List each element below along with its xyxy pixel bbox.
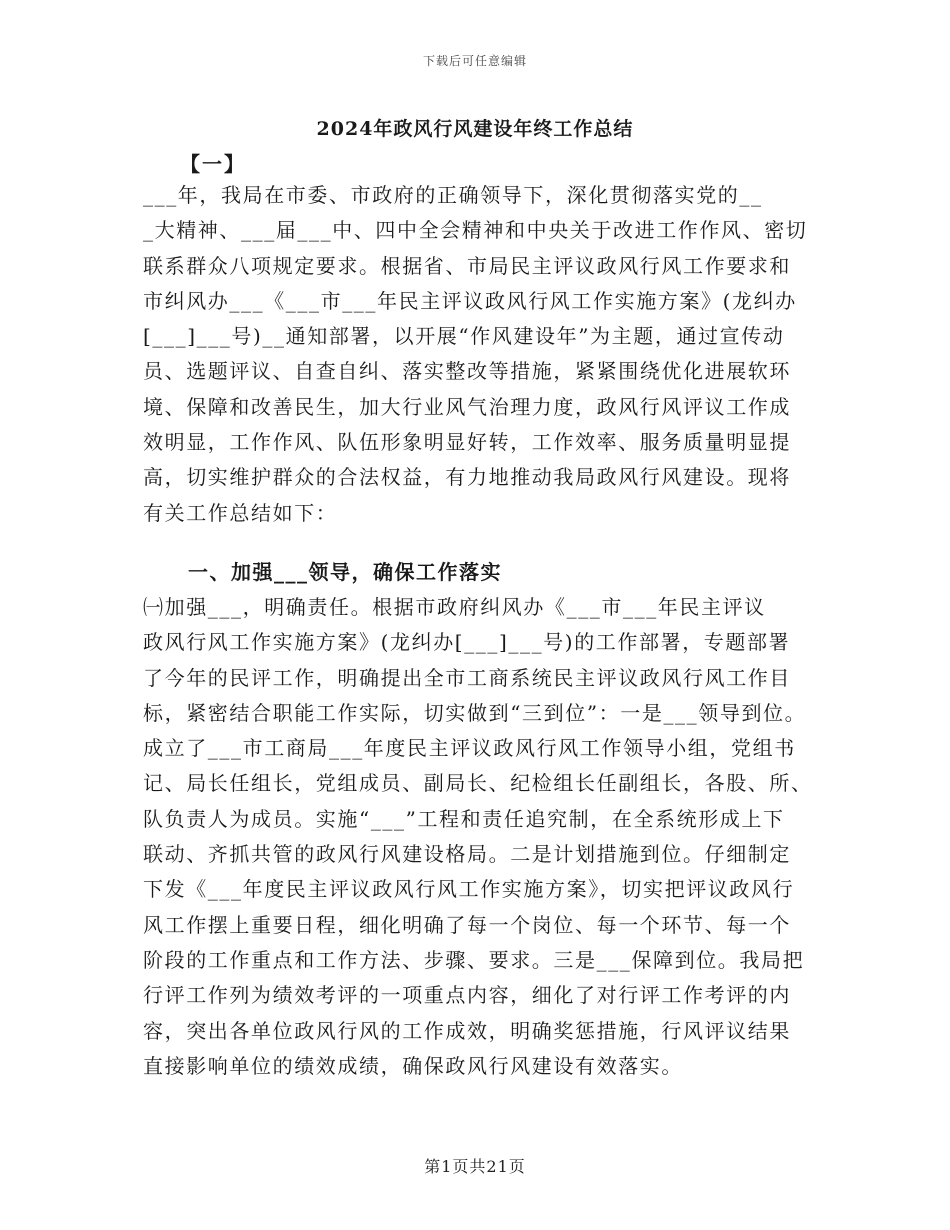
paragraph-line: 行评工作列为绩效考评的一项重点内容，细化了对行评工作考评的内	[143, 983, 791, 1008]
paragraph-line: 记、局长任组长，党组成员、副局长、纪检组长任副组长，各股、所、	[143, 771, 813, 796]
paragraph-line: 风工作摆上重要日程，细化明确了每一个岗位、每一个环节、每一个	[143, 912, 791, 937]
page-header-note: 下载后可任意编辑	[422, 54, 527, 68]
paragraph-line: 市纠风办___《___市___年民主评议政风行风工作实施方案》(龙纠办	[143, 288, 797, 313]
intro-paragraph	[143, 178, 823, 531]
section-marker: 【一】	[180, 152, 246, 176]
paragraph-line: 境、保障和改善民生，加大行业风气治理力度，政风行风评议工作成	[143, 394, 791, 419]
paragraph-line: 效明显，工作作风、队伍形象明显好转，工作效率、服务质量明显提	[143, 430, 791, 455]
paragraph-line: ___年，我局在市委、市政府的正确领导下，深化贯彻落实党的__	[143, 183, 763, 207]
section-1-paragraph	[143, 590, 823, 1084]
section-heading: 一、加强___领导，确保工作落实	[188, 560, 502, 584]
paragraph-line: 有关工作总结如下：	[143, 500, 338, 525]
paragraph-line: 政风行风工作实施方案》(龙纠办[___]___号)的工作部署，专题部署	[143, 630, 791, 655]
paragraph-line: 直接影响单位的绩效成绩，确保政风行风建设有效落实。	[143, 1053, 683, 1078]
paragraph-line: 标，紧密结合职能工作实际，切实做到“三到位”：一是___领导到位。	[143, 700, 807, 725]
paragraph-line: 联系群众八项规定要求。根据省、市局民主评议政风行风工作要求和	[143, 253, 791, 278]
paragraph-line: 高，切实维护群众的合法权益，有力地推动我局政风行风建设。现将	[143, 465, 791, 490]
paragraph-line: 下发《___年度民主评议政风行风工作实施方案》，切实把评议政风行	[143, 877, 795, 902]
paragraph-line: 阶段的工作重点和工作方法、步骤、要求。三是___保障到位。我局把	[143, 947, 805, 972]
paragraph-line: 了今年的民评工作，明确提出全市工商系统民主评议政风行风工作目	[143, 665, 791, 690]
paragraph-line: 队负责人为成员。实施“___”工程和责任追究制，在全系统形成上下	[143, 806, 785, 831]
paragraph-line: ㈠加强___，明确责任。根据市政府纠风办《___市___年民主评议	[143, 595, 766, 619]
paragraph-line: _大精神、___届___中、四中全会精神和中央关于改进工作作风、密切	[143, 218, 808, 243]
paragraph-line: 成立了___市工商局___年度民主评议政风行风工作领导小组，党组书	[143, 736, 796, 761]
page-number-footer: 第1页共21页	[424, 1157, 526, 1176]
paragraph-line: 容，突出各单位政风行风的工作成效，明确奖惩措施，行风评议结果	[143, 1018, 791, 1043]
document-title: 2024年政风行风建设年终工作总结	[316, 118, 634, 140]
paragraph-line: [___]___号)__通知部署，以开展“作风建设年”为主题，通过宣传动	[143, 324, 785, 349]
paragraph-line: 员、选题评议、自查自纠、落实整改等措施，紧紧围绕优化进展软环	[143, 359, 791, 384]
paragraph-line: 联动、齐抓共管的政风行风建设格局。二是计划措施到位。仔细制定	[143, 842, 791, 867]
